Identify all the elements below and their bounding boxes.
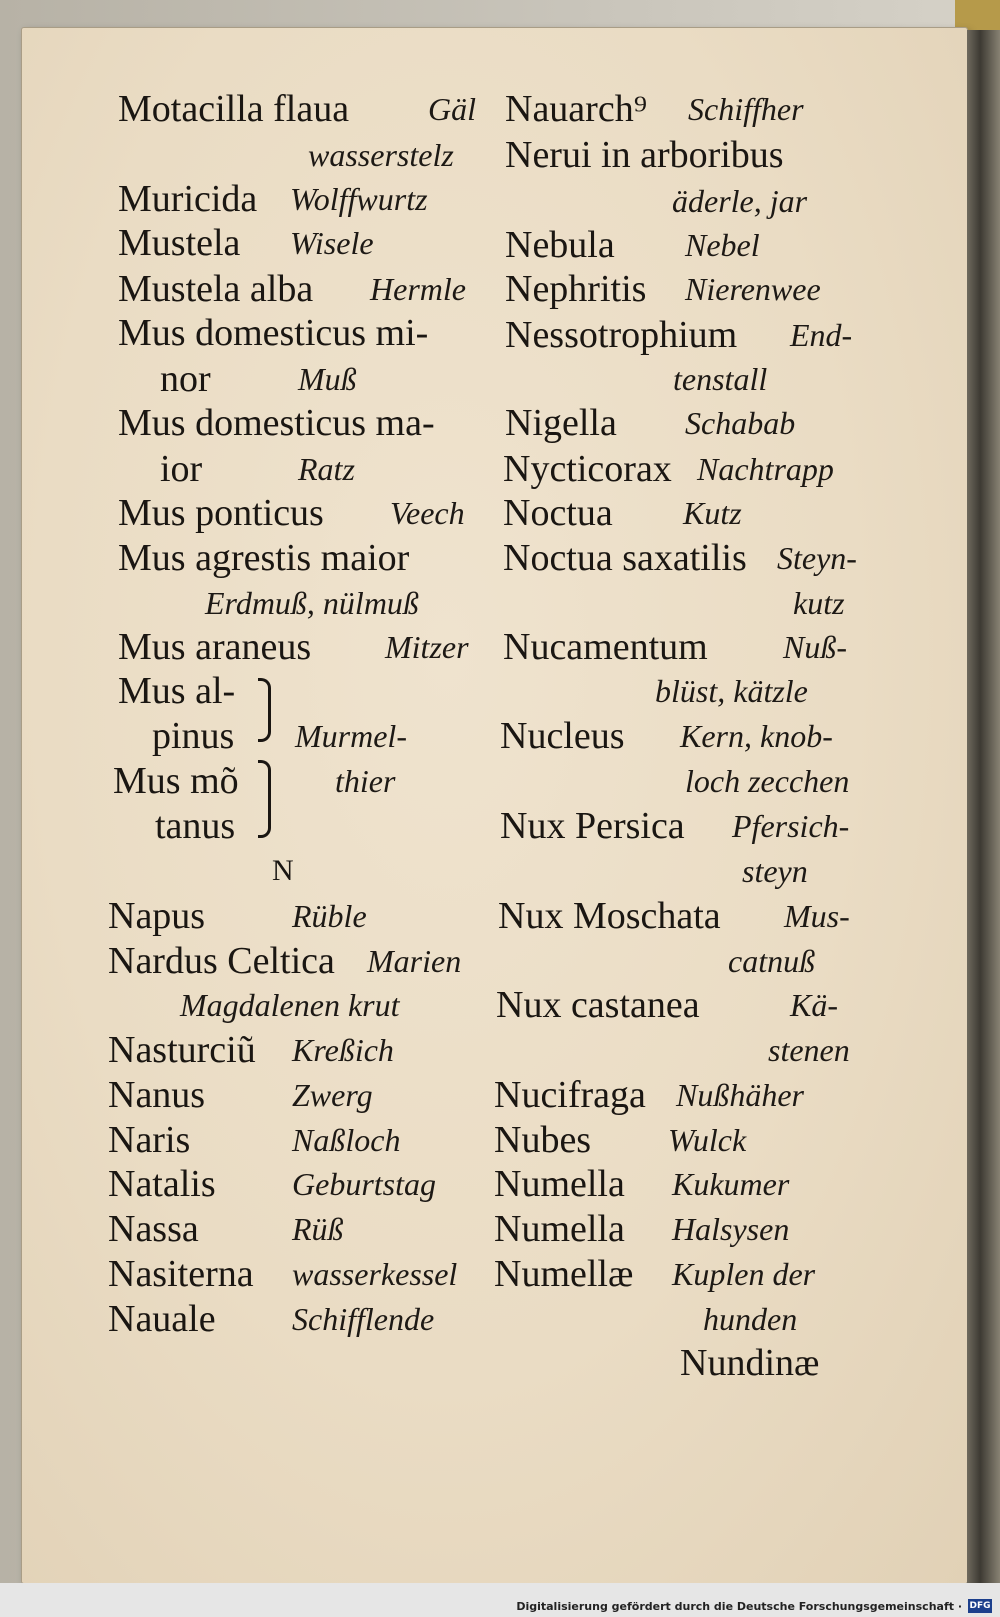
entry-latin: Nephritis — [505, 268, 647, 310]
entry-latin: Numella — [494, 1208, 625, 1250]
entry-german: End- — [790, 317, 853, 353]
entry-german: Pfersich- — [732, 808, 850, 844]
entry-latin: pinus — [152, 715, 235, 757]
entry-latin: Motacilla flaua — [118, 88, 350, 130]
entry-german: Wisele — [290, 225, 374, 261]
entry-latin: Nubes — [494, 1119, 592, 1161]
entry-german: Naßloch — [292, 1122, 401, 1158]
entry-latin: tanus — [155, 805, 236, 847]
entry-german: tenstall — [673, 361, 768, 397]
entry-latin: Mus araneus — [118, 626, 312, 668]
entry-german: Kuplen der — [672, 1256, 816, 1292]
entry-german: Rüß — [292, 1211, 344, 1247]
entry-latin: Mus domesticus mi- — [118, 312, 429, 354]
entry-german: Gäl — [428, 91, 476, 127]
entry-latin: ior — [160, 448, 203, 490]
entry-german: steyn — [742, 853, 808, 889]
entry-german: Hermle — [370, 271, 466, 307]
entry-german: Nebel — [685, 227, 760, 263]
entry-latin: Nux Persica — [500, 805, 685, 847]
entry-german: wasserkessel — [292, 1256, 458, 1292]
entry-latin: Napus — [108, 895, 206, 937]
entry-latin: Naris — [108, 1119, 191, 1161]
entry-german: Nachtrapp — [697, 451, 834, 487]
entry-german: äderle, jar — [672, 183, 808, 219]
entry-latin: Mus ponticus — [118, 492, 324, 534]
entry-german: loch zecchen — [685, 763, 850, 799]
entry-german: Nierenwee — [685, 271, 821, 307]
entry-latin: Nebula — [505, 224, 615, 266]
entry-latin: Mus al- — [118, 670, 236, 712]
entry-german: Erdmuß, nülmuß — [205, 585, 419, 621]
entry-latin: Nardus Celtica — [108, 940, 335, 982]
entry-german: Kern, knob- — [680, 718, 833, 754]
entry-latin: Noctua — [503, 492, 613, 534]
entry-latin: Nux Moschata — [498, 895, 721, 937]
entry-german: Murmel- — [295, 718, 407, 754]
section-letter: N — [272, 854, 294, 887]
brace-bottom — [258, 760, 271, 838]
entry-latin: Nycticorax — [503, 448, 672, 490]
entry-latin: Nucifraga — [494, 1074, 646, 1116]
entry-latin: Nundinæ — [680, 1342, 820, 1384]
entry-latin: Numella — [494, 1163, 625, 1205]
entry-latin: Mus agrestis maior — [118, 537, 410, 579]
entry-latin: Mustela alba — [118, 268, 314, 310]
entry-german: thier — [335, 763, 396, 799]
entry-latin: Nigella — [505, 402, 617, 444]
entry-german: Marien — [367, 943, 462, 979]
entry-german: Schiffher — [688, 91, 804, 127]
entry-latin: Nessotrophium — [505, 314, 738, 356]
entry-latin: Nauale — [108, 1298, 216, 1340]
entry-latin: nor — [160, 358, 211, 400]
entry-german: blüst, kätzle — [655, 673, 808, 709]
entry-german: Halsysen — [672, 1211, 790, 1247]
entry-german: Nußhäher — [676, 1077, 804, 1113]
entry-latin: Nauarch⁹ — [505, 88, 647, 130]
entry-latin: Nasiterna — [108, 1253, 254, 1295]
entry-latin: Mus mõ — [113, 760, 239, 802]
entry-latin: Natalis — [108, 1163, 216, 1205]
entry-german: Wulck — [668, 1122, 747, 1158]
entry-latin: Nerui in arboribus — [505, 134, 784, 176]
entry-german: wasserstelz — [308, 137, 454, 173]
entry-latin: Nassa — [108, 1208, 199, 1250]
entry-latin: Noctua saxatilis — [503, 537, 747, 579]
book-spine-edge — [967, 30, 1000, 1585]
entry-latin: Nucamentum — [503, 626, 708, 668]
entry-german: stenen — [768, 1032, 850, 1068]
entry-german: Rüble — [292, 898, 367, 934]
entry-german: Kreßich — [292, 1032, 394, 1068]
entry-german: hunden — [703, 1301, 798, 1337]
entry-latin: Nanus — [108, 1074, 206, 1116]
entry-latin: Numellæ — [494, 1253, 634, 1295]
entry-latin: Mus domesticus ma- — [118, 402, 435, 444]
entry-german: Kutz — [683, 495, 742, 531]
footer — [516, 1598, 992, 1614]
entry-german: Veech — [390, 495, 465, 531]
entry-german: kutz — [793, 585, 845, 621]
scan-corner — [955, 0, 1000, 30]
entry-german: Steyn- — [777, 540, 857, 576]
entry-german: catnuß — [728, 943, 816, 979]
entry-german: Mus- — [784, 898, 850, 934]
entry-german: Kä- — [790, 987, 838, 1023]
entry-german: Mitzer — [385, 629, 469, 665]
entry-latin: Mustela — [118, 222, 241, 264]
entry-german: Schifflende — [292, 1301, 435, 1337]
entry-german: Muß — [298, 361, 357, 397]
entry-german: Magdalenen krut — [180, 987, 400, 1023]
entry-german: Wolffwurtz — [290, 181, 428, 217]
entry-german: Nuß- — [783, 629, 847, 665]
entry-german: Ratz — [298, 451, 355, 487]
entry-german: Schabab — [685, 405, 796, 441]
entry-german: Zwerg — [292, 1077, 373, 1113]
entry-german: Geburtstag — [292, 1166, 436, 1202]
entry-latin: Nucleus — [500, 715, 625, 757]
entry-latin: Muricida — [118, 178, 258, 220]
dfg-logo: DFG — [969, 1601, 991, 1611]
footer-text: Digitalisierung gefördert durch die Deutsche Forschungsgemeinschaft · — [516, 1599, 962, 1613]
entry-german: Kukumer — [672, 1166, 790, 1202]
entry-latin: Nasturciũ — [108, 1029, 256, 1071]
brace-top — [258, 678, 271, 742]
entry-latin: Nux castanea — [496, 984, 700, 1026]
